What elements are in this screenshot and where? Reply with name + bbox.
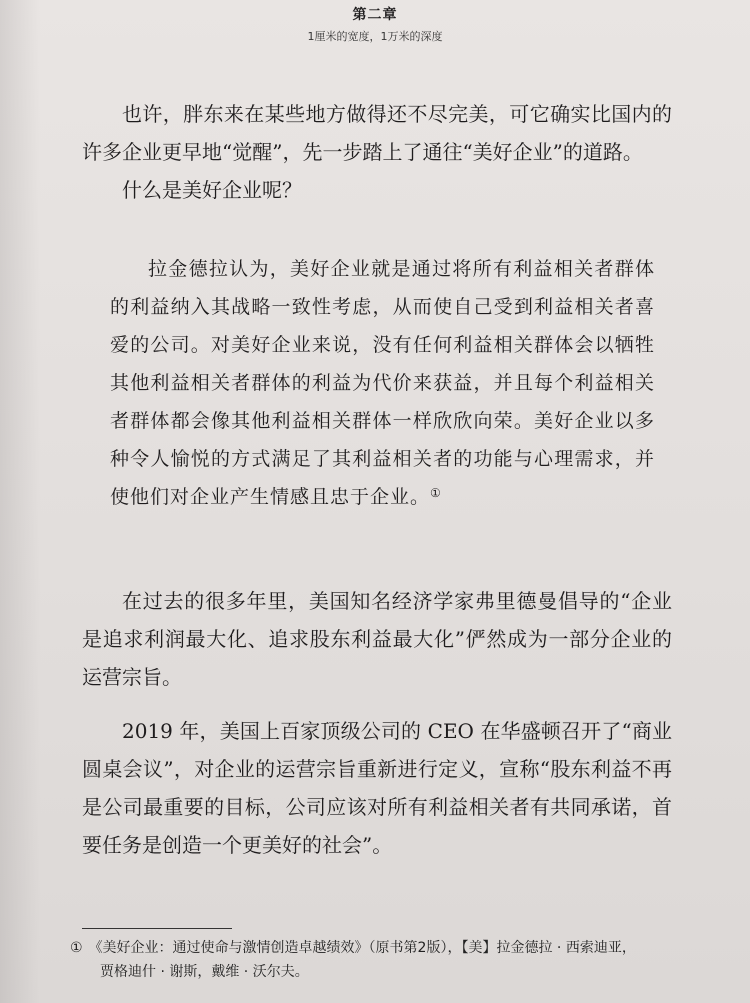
quote-text: 拉金德拉认为，美好企业就是通过将所有利益相关者群体的利益纳入其战略一致性考虑，从而使自己受到利益相关者喜爱的公司。对美好企业来说，没有任何利益相关群体会以牺牲其他利益相关者群体的利益为代价来获益，并且每个利益相关者群体都会像其他利益相关群体一样欣欣向荣。美好企业以多种令人愉悦的方式满足了其利益相关者的功能与心理需求，并使他们对企业产生情感且忠于企业。 — [110, 258, 655, 508]
footnote-mark: ① — [70, 940, 83, 956]
friedman-paragraph: 在过去的很多年里，美国知名经济学家弗里德曼倡导的“企业是追求利润最大化、追求股东利益最大化”俨然成为一部分企业的运营宗旨。 — [82, 589, 672, 689]
question-paragraph: 什么是美好企业呢？ — [122, 178, 302, 202]
footnote-line-1 — [70, 936, 670, 960]
chapter-subtitle: 1厘米的宽度，1万米的深度 — [307, 30, 443, 43]
footnote-text-1: 《美好企业：通过使命与激情创造卓越绩效》（原书第2版），【美】拉金德拉 · 西索迪亚， — [88, 940, 636, 956]
roundtable-paragraph: 2019 年，美国上百家顶级公司的 CEO 在华盛顿召开了“商业圆桌会议”，对企业的运营宗旨重新进行定义，宣称“股东利益不再是公司最重要的目标，公司应该对所有利益相关者有共同承诺，首要任务是创造一个更美好的社会”。 — [82, 719, 672, 857]
footnote-text-2: 贾格迪什 · 谢斯，戴维 · 沃尔夫。 — [100, 964, 309, 980]
chapter-title: 第二章 — [352, 7, 398, 23]
block-quote — [110, 250, 655, 516]
intro-paragraph: 也许，胖东来在某些地方做得还不尽完美，可它确实比国内的许多企业更早地“觉醒”，先一步踏上了通往“美好企业”的道路。 — [82, 102, 672, 164]
footnote-separator — [82, 928, 232, 929]
footnote-reference[interactable]: ① — [430, 486, 442, 500]
page-gutter-shadow — [0, 0, 40, 1003]
running-header — [0, 4, 750, 44]
footnote — [70, 936, 670, 984]
